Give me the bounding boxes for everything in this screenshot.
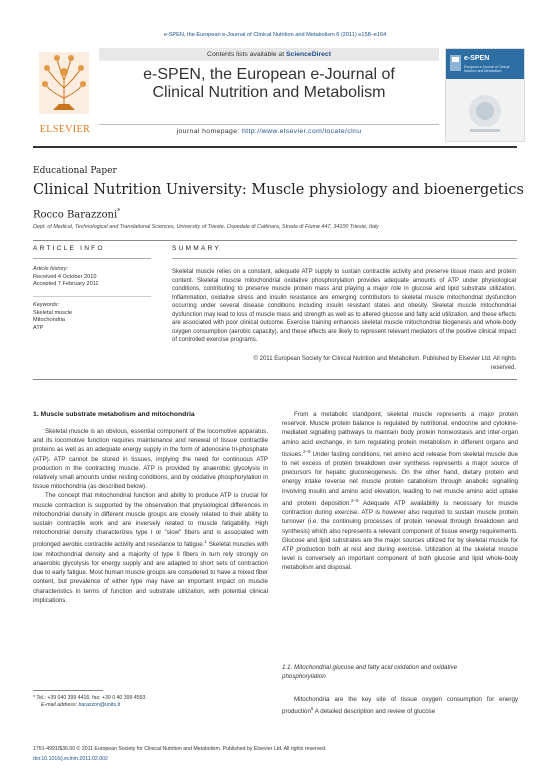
publisher-name: ELSEVIER (39, 124, 91, 135)
author-footnote-mark[interactable]: * (117, 208, 121, 215)
right-column-body (282, 410, 518, 573)
right-column-body-2 (282, 695, 518, 716)
keyword: Skeletal muscle (33, 309, 73, 316)
homepage-prefix: journal homepage: (176, 128, 242, 135)
sciencedirect-link[interactable]: ScienceDirect (286, 51, 331, 58)
journal-title (99, 66, 439, 102)
footnote-rule (33, 690, 103, 691)
citation[interactable]: 1 (204, 539, 207, 545)
banner-rule (33, 146, 517, 148)
journal-title-line1: e-SPEN, the European e-Journal of (143, 66, 395, 83)
article-type: Educational Paper (33, 166, 117, 176)
summary-heading: SUMMARY (172, 245, 221, 252)
paragraph: From a metabolic standpoint, skeletal muscle represents a major protein reservoir. Muscle protein balance is regulated by nutritional, endocrine and cytokine-mediated signalling pathways to maintain body protein homeostasis and inter-organ amino acid exchange, in turn regulating protein metabolism in different organs and tissues.$^{2-5}$ Under fasting conditions, net amino acid release from skeletal muscle due to net excess of protein breakdown over synthesis represents a major source of precursors for hepatic gluconeogenesis. On the other hand, dietary protein and energy intake reverse net muscle protein catabolism through anabolic signalling involving insulin and amino acid elevation, leading to net muscle amino acid uptake and protein deposition.$^{2-5}$ Adequate ATP availability is necessary for muscle contraction during exercise. ATP is however also required to sustain muscle protein turnover (i.e. the continuing processes of protein renewal through breakdown and synthesis) which also represents a relevant component of tissue energy requirements. Glucose and lipid substrates are the major sources utilized for by skeletal muscle for ATP production both at rest and during exercise. Utilization at the skeletal muscle level is conversely an important component of both glucose and lipid whole-body metabolism and disposal. (282, 411, 518, 572)
info-top-rule (33, 240, 517, 241)
left-column-body (33, 427, 268, 605)
cover-emblem-icon (449, 54, 462, 72)
summary-rule (172, 258, 517, 259)
keywords-rule (33, 296, 151, 297)
contents-bar (99, 48, 439, 61)
cover-art-icon (460, 89, 510, 135)
copyright-line1: © 2011 European Society for Clinical Nutrition and Metabolism. Published by Elsevier Ltd. All rights (253, 356, 516, 362)
footnote-email-line: E-mail address: barazzon@units.it (41, 702, 121, 709)
keywords-block (33, 302, 153, 332)
summary-text: Skeletal muscle relies on a constant, adequate ATP supply to sustain contractile activity and preserve tissue mass and protein content. Skeletal muscle mitochondrial oxidative phosphorylation provides adequate amounts of ATP under physiological conditions, contributing to preserve muscle protein mass and playing a major role in glucose and lipid substrate utilization. Inflammation, oxidative stress and insulin resistance are emerging contributors to skeletal muscle mitochondrial dysfunction occurring under several disease conditions including insulin resistant states and obesity. Skeletal muscle mitochondrial dysfunction may lead to loss of muscle mass and strength as well as to altered glucose and fatty acid utilization, and these effects are associated with poor clinical outcome. Exercise training enhances skeletal muscle mitochondrial biogenesis and whole-body oxygen consumption (aerobic capacity), and these effects are likely to represent relevant mediators of the positive clinical impact of controlled exercise programs. (172, 269, 516, 343)
footnote (33, 695, 268, 710)
info-rule (33, 258, 151, 259)
history-label: Article history: (33, 266, 69, 272)
footnote-contact: * Tel.: +39 040 399 4416; fax: +39 0 40 399 4593. (33, 695, 147, 701)
info-bottom-rule (33, 379, 517, 380)
accepted-date: Accepted 7 February 2011 (33, 281, 99, 288)
author-name[interactable]: Rocco Barazzoni (33, 209, 118, 221)
copyright-notice (172, 355, 516, 372)
copyright-line2: reserved. (490, 364, 516, 371)
article-history (33, 266, 153, 289)
journal-cover[interactable] (445, 48, 525, 142)
elsevier-logo[interactable] (33, 48, 95, 140)
journal-title-line2: Clinical Nutrition and Metabolism (152, 84, 386, 101)
affiliation: Dept. of Medical, Technological and Translational Sciences, University of Trieste, Ospedale di Cattinara, Strada di Fiume 447, 34100 Trieste, Italy (33, 224, 379, 230)
paragraph: The concept that mitochondrial function and ability to produce ATP is crucial for muscle contraction is supported by the observation that physiological differences in mitochondrial density in different muscle groups are closely related to their ability to sustain contractile work and are inversely related to muscle fatigability. High mitochondrial density characterizes type I or "slow" fibers and is associated with prolonged aerobic contractile activity and resistance to fatigue.$^1$ Skeletal muscles with low mitochondrial density and a majority of type II fibers in turn rely strongly on anaerobic glycolysis for energy supply and are adapted to short sets of contraction due to early fatigue. Most human muscle groups are considered to have a mixed fiber content, but prevalence of either type may have an important impact on muscle characteristics in terms of function and substrate utilization, with potential clinical implications. (33, 492, 268, 604)
homepage-bar (99, 124, 439, 138)
section-heading-1: 1. Muscle substrate metabolism and mitochondria (33, 411, 195, 418)
article-info-heading: ARTICLE INFO (33, 245, 105, 252)
cover-title: e-SPEN (464, 55, 490, 62)
cover-subtitle: European e-Journal of Clinical Nutrition and Metabolism (464, 65, 510, 73)
paragraph: Mitochondria are the key site of tissue oxygen consumption for energy production$^6$ A detailed description and review of glucose (282, 696, 518, 716)
received-date: Received 4 October 2010 (33, 273, 97, 280)
article-title: Clinical Nutrition University: Muscle physiology and bioenergetics (33, 182, 524, 198)
contents-prefix: Contents lists available at (207, 51, 286, 58)
citation[interactable]: 2–5 (350, 497, 359, 503)
journal-info (99, 48, 439, 140)
citation[interactable]: 6 (310, 706, 314, 712)
cover-header (446, 49, 524, 79)
issn-line: 1751-4991/$36.00 © 2011 European Society for Clinical Nutrition and Metabolism. Published by Elsevier Ltd. All rights reserved. (33, 746, 327, 752)
paragraph: Skeletal muscle is an obvious, essential component of the locomotive apparatus, and its locomotive function requires maintenance and renewal of tissue contractile proteins as well as an adequate energy supply in the form of adenosine tri-phosphate (ATP). ATP cannot be stored in tissues, implying the need for continuous ATP production in the contracting muscle. ATP is provided by anaerobic glycolysis in relatively small amounts under resting conditions, and by oxidative phosphorylation in tissue mitochondria (as described below). (33, 428, 268, 491)
journal-banner (33, 48, 523, 140)
doi-link[interactable]: doi:10.1016/j.eclnm.2011.02.002 (33, 756, 108, 762)
running-header: e-SPEN, the European e-Journal of Clinical Nutrition and Metabolism 6 (2011) e158–e164 (163, 32, 387, 38)
keyword: ATP (33, 324, 44, 331)
subsection-heading: 1.1. Mitochondrial glucose and fatty acid oxidation and oxidative phosphorylation (282, 664, 458, 681)
citation[interactable]: 2–5 (302, 448, 311, 454)
homepage-link[interactable]: http://www.elsevier.com/locate/clnu (242, 128, 362, 135)
keywords-label: Keywords: (33, 302, 60, 308)
author-line (33, 208, 120, 220)
keyword: Mitochondria (33, 317, 66, 324)
email-link[interactable]: barazzon@units.it (78, 702, 121, 709)
